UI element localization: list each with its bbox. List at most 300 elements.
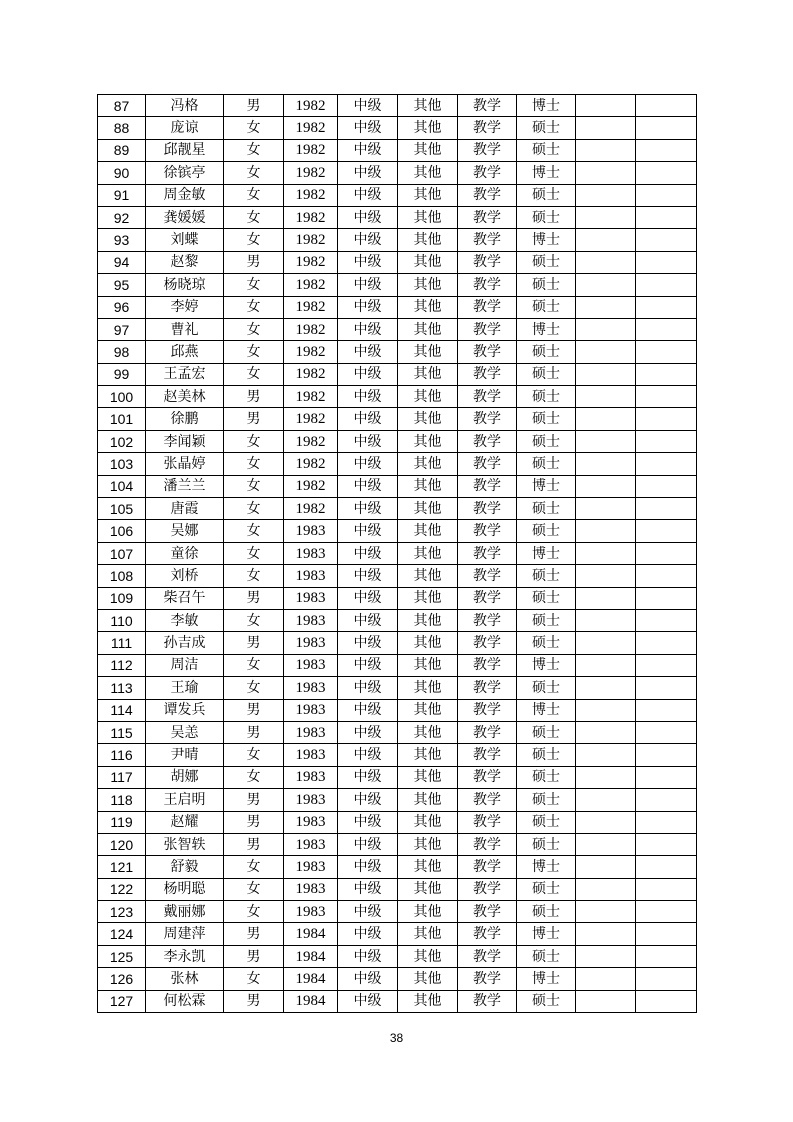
cell-title: 中级 [338,990,398,1012]
cell-degree: 博士 [517,699,576,721]
cell-post: 教学 [458,856,517,878]
cell-number: 105 [98,498,146,520]
cell-gender: 男 [224,699,284,721]
table-row [98,296,697,318]
cell-post: 教学 [458,95,517,117]
cell-gender: 女 [224,341,284,363]
cell-title: 中级 [338,856,398,878]
cell-gender: 女 [224,766,284,788]
cell-gender: 女 [224,744,284,766]
cell-number: 95 [98,274,146,296]
cell-title: 中级 [338,117,398,139]
cell-gender: 女 [224,878,284,900]
cell-category: 其他 [398,184,458,206]
cell-extra-1 [576,386,636,408]
cell-name: 赵黎 [146,251,224,273]
cell-title: 中级 [338,654,398,676]
cell-degree: 硕士 [517,274,576,296]
cell-post: 教学 [458,699,517,721]
cell-title: 中级 [338,408,398,430]
cell-birth-year: 1983 [284,542,338,564]
cell-degree: 硕士 [517,498,576,520]
cell-extra-2 [636,856,697,878]
cell-number: 115 [98,721,146,743]
cell-birth-year: 1982 [284,453,338,475]
cell-degree: 硕士 [517,453,576,475]
cell-extra-1 [576,721,636,743]
cell-birth-year: 1983 [284,856,338,878]
cell-birth-year: 1983 [284,632,338,654]
cell-degree: 博士 [517,318,576,340]
cell-name: 周金敏 [146,184,224,206]
table-row [98,139,697,161]
cell-name: 赵美林 [146,386,224,408]
cell-number: 104 [98,475,146,497]
cell-extra-1 [576,251,636,273]
cell-name: 谭发兵 [146,699,224,721]
cell-gender: 女 [224,856,284,878]
cell-category: 其他 [398,139,458,161]
cell-category: 其他 [398,386,458,408]
cell-birth-year: 1982 [284,95,338,117]
table-row [98,542,697,564]
cell-category: 其他 [398,721,458,743]
table-row [98,766,697,788]
cell-name: 王启明 [146,789,224,811]
cell-post: 教学 [458,744,517,766]
cell-post: 教学 [458,117,517,139]
cell-gender: 男 [224,811,284,833]
cell-category: 其他 [398,609,458,631]
cell-extra-1 [576,229,636,251]
cell-category: 其他 [398,251,458,273]
cell-number: 121 [98,856,146,878]
cell-title: 中级 [338,341,398,363]
cell-post: 教学 [458,923,517,945]
cell-gender: 女 [224,274,284,296]
cell-birth-year: 1982 [284,475,338,497]
cell-category: 其他 [398,565,458,587]
cell-extra-2 [636,789,697,811]
cell-degree: 硕士 [517,139,576,161]
cell-extra-1 [576,811,636,833]
cell-extra-2 [636,990,697,1012]
cell-number: 116 [98,744,146,766]
cell-gender: 女 [224,901,284,923]
cell-degree: 硕士 [517,677,576,699]
table-row [98,498,697,520]
cell-gender: 女 [224,565,284,587]
table-row [98,475,697,497]
cell-title: 中级 [338,184,398,206]
cell-number: 87 [98,95,146,117]
table-row [98,677,697,699]
cell-name: 杨晓琼 [146,274,224,296]
cell-extra-2 [636,811,697,833]
cell-title: 中级 [338,318,398,340]
cell-name: 尹晴 [146,744,224,766]
cell-degree: 硕士 [517,945,576,967]
cell-extra-2 [636,878,697,900]
table-row [98,833,697,855]
cell-name: 潘兰兰 [146,475,224,497]
cell-name: 童徐 [146,542,224,564]
cell-number: 92 [98,206,146,228]
cell-degree: 硕士 [517,878,576,900]
cell-number: 117 [98,766,146,788]
cell-birth-year: 1983 [284,789,338,811]
cell-extra-1 [576,901,636,923]
cell-post: 教学 [458,677,517,699]
cell-title: 中级 [338,811,398,833]
cell-title: 中级 [338,587,398,609]
cell-title: 中级 [338,520,398,542]
cell-title: 中级 [338,206,398,228]
cell-post: 教学 [458,318,517,340]
cell-gender: 女 [224,677,284,699]
cell-title: 中级 [338,878,398,900]
cell-number: 107 [98,542,146,564]
cell-degree: 硕士 [517,632,576,654]
cell-extra-1 [576,587,636,609]
cell-birth-year: 1982 [284,408,338,430]
cell-degree: 博士 [517,542,576,564]
cell-gender: 女 [224,206,284,228]
cell-title: 中级 [338,95,398,117]
cell-gender: 男 [224,990,284,1012]
cell-name: 戴丽娜 [146,901,224,923]
cell-category: 其他 [398,498,458,520]
cell-gender: 女 [224,318,284,340]
table-row [98,945,697,967]
cell-name: 舒毅 [146,856,224,878]
cell-title: 中级 [338,162,398,184]
cell-number: 108 [98,565,146,587]
cell-birth-year: 1983 [284,520,338,542]
cell-gender: 女 [224,430,284,452]
cell-name: 孙吉成 [146,632,224,654]
cell-title: 中级 [338,139,398,161]
cell-name: 冯格 [146,95,224,117]
cell-name: 周建萍 [146,923,224,945]
cell-degree: 硕士 [517,408,576,430]
cell-category: 其他 [398,408,458,430]
cell-post: 教学 [458,408,517,430]
cell-degree: 硕士 [517,430,576,452]
cell-extra-1 [576,498,636,520]
cell-extra-1 [576,609,636,631]
cell-birth-year: 1982 [284,341,338,363]
cell-extra-1 [576,923,636,945]
cell-number: 114 [98,699,146,721]
cell-birth-year: 1983 [284,654,338,676]
table-row [98,206,697,228]
cell-category: 其他 [398,856,458,878]
cell-category: 其他 [398,206,458,228]
cell-birth-year: 1982 [284,139,338,161]
cell-post: 教学 [458,386,517,408]
cell-number: 111 [98,632,146,654]
cell-gender: 女 [224,184,284,206]
cell-number: 120 [98,833,146,855]
cell-number: 126 [98,968,146,990]
cell-gender: 女 [224,139,284,161]
cell-degree: 博士 [517,95,576,117]
table-row [98,274,697,296]
cell-degree: 硕士 [517,721,576,743]
cell-number: 112 [98,654,146,676]
cell-number: 127 [98,990,146,1012]
cell-degree: 博士 [517,229,576,251]
cell-extra-2 [636,587,697,609]
cell-birth-year: 1982 [284,498,338,520]
cell-category: 其他 [398,162,458,184]
table-row [98,632,697,654]
cell-gender: 女 [224,363,284,385]
cell-extra-2 [636,408,697,430]
cell-extra-2 [636,565,697,587]
cell-number: 101 [98,408,146,430]
cell-degree: 硕士 [517,251,576,273]
cell-category: 其他 [398,520,458,542]
cell-post: 教学 [458,139,517,161]
cell-degree: 硕士 [517,117,576,139]
cell-extra-2 [636,923,697,945]
cell-degree: 硕士 [517,901,576,923]
cell-category: 其他 [398,811,458,833]
cell-post: 教学 [458,968,517,990]
cell-number: 106 [98,520,146,542]
table-row [98,430,697,452]
cell-extra-1 [576,206,636,228]
cell-degree: 博士 [517,856,576,878]
cell-extra-1 [576,274,636,296]
cell-number: 89 [98,139,146,161]
cell-name: 李敏 [146,609,224,631]
table-row [98,251,697,273]
cell-degree: 硕士 [517,609,576,631]
table-row [98,721,697,743]
cell-category: 其他 [398,901,458,923]
cell-extra-2 [636,766,697,788]
cell-post: 教学 [458,654,517,676]
cell-name: 张林 [146,968,224,990]
staff-table [97,94,697,1013]
cell-title: 中级 [338,498,398,520]
cell-gender: 女 [224,498,284,520]
cell-post: 教学 [458,229,517,251]
cell-birth-year: 1982 [284,117,338,139]
cell-extra-2 [636,968,697,990]
cell-extra-1 [576,744,636,766]
cell-gender: 女 [224,229,284,251]
cell-extra-2 [636,677,697,699]
cell-name: 龚媛媛 [146,206,224,228]
cell-degree: 硕士 [517,990,576,1012]
cell-degree: 博士 [517,923,576,945]
cell-name: 王孟宏 [146,363,224,385]
cell-gender: 男 [224,386,284,408]
cell-extra-2 [636,609,697,631]
staff-table-container [97,94,696,1013]
cell-title: 中级 [338,565,398,587]
table-row [98,856,697,878]
cell-degree: 硕士 [517,565,576,587]
cell-number: 103 [98,453,146,475]
cell-extra-1 [576,654,636,676]
cell-extra-2 [636,632,697,654]
table-row [98,811,697,833]
cell-degree: 硕士 [517,766,576,788]
cell-name: 邱靓星 [146,139,224,161]
cell-category: 其他 [398,453,458,475]
table-row [98,901,697,923]
cell-name: 李婷 [146,296,224,318]
cell-category: 其他 [398,968,458,990]
cell-extra-2 [636,363,697,385]
cell-category: 其他 [398,923,458,945]
cell-post: 教学 [458,251,517,273]
cell-extra-2 [636,206,697,228]
cell-degree: 硕士 [517,789,576,811]
cell-extra-1 [576,162,636,184]
cell-post: 教学 [458,341,517,363]
cell-extra-1 [576,95,636,117]
cell-extra-1 [576,766,636,788]
cell-category: 其他 [398,833,458,855]
cell-extra-1 [576,296,636,318]
table-row [98,162,697,184]
cell-extra-1 [576,341,636,363]
cell-number: 96 [98,296,146,318]
cell-post: 教学 [458,990,517,1012]
cell-birth-year: 1982 [284,430,338,452]
cell-birth-year: 1983 [284,721,338,743]
cell-post: 教学 [458,587,517,609]
cell-gender: 女 [224,117,284,139]
cell-name: 庞谅 [146,117,224,139]
cell-name: 刘蝶 [146,229,224,251]
cell-gender: 女 [224,296,284,318]
cell-post: 教学 [458,542,517,564]
cell-category: 其他 [398,654,458,676]
table-row [98,117,697,139]
cell-extra-1 [576,520,636,542]
cell-title: 中级 [338,923,398,945]
cell-extra-2 [636,430,697,452]
cell-extra-1 [576,856,636,878]
cell-post: 教学 [458,296,517,318]
cell-extra-2 [636,520,697,542]
cell-post: 教学 [458,498,517,520]
cell-gender: 女 [224,162,284,184]
cell-number: 119 [98,811,146,833]
cell-post: 教学 [458,878,517,900]
cell-degree: 博士 [517,654,576,676]
cell-extra-2 [636,184,697,206]
cell-degree: 硕士 [517,386,576,408]
cell-birth-year: 1982 [284,386,338,408]
cell-birth-year: 1983 [284,744,338,766]
cell-degree: 硕士 [517,296,576,318]
table-row [98,699,697,721]
cell-gender: 男 [224,587,284,609]
cell-number: 98 [98,341,146,363]
cell-category: 其他 [398,789,458,811]
cell-category: 其他 [398,587,458,609]
cell-extra-2 [636,386,697,408]
cell-post: 教学 [458,811,517,833]
cell-extra-2 [636,833,697,855]
cell-birth-year: 1983 [284,609,338,631]
cell-extra-1 [576,184,636,206]
table-row [98,520,697,542]
table-row [98,341,697,363]
cell-extra-2 [636,498,697,520]
cell-extra-1 [576,699,636,721]
cell-name: 曹礼 [146,318,224,340]
cell-title: 中级 [338,632,398,654]
cell-birth-year: 1983 [284,677,338,699]
cell-extra-1 [576,945,636,967]
cell-birth-year: 1982 [284,162,338,184]
cell-birth-year: 1983 [284,699,338,721]
cell-extra-2 [636,251,697,273]
page-number: 38 [389,1031,404,1045]
cell-category: 其他 [398,632,458,654]
cell-category: 其他 [398,95,458,117]
cell-number: 110 [98,609,146,631]
cell-extra-1 [576,139,636,161]
cell-post: 教学 [458,475,517,497]
cell-number: 109 [98,587,146,609]
cell-post: 教学 [458,453,517,475]
cell-extra-1 [576,565,636,587]
cell-birth-year: 1983 [284,901,338,923]
table-row [98,95,697,117]
cell-degree: 博士 [517,162,576,184]
cell-gender: 女 [224,520,284,542]
table-row [98,363,697,385]
cell-post: 教学 [458,184,517,206]
cell-name: 王瑜 [146,677,224,699]
cell-category: 其他 [398,542,458,564]
cell-category: 其他 [398,341,458,363]
cell-extra-1 [576,363,636,385]
cell-title: 中级 [338,475,398,497]
cell-name: 徐镔亭 [146,162,224,184]
table-row [98,609,697,631]
cell-extra-2 [636,139,697,161]
cell-extra-2 [636,296,697,318]
cell-number: 125 [98,945,146,967]
cell-number: 123 [98,901,146,923]
cell-title: 中级 [338,386,398,408]
cell-post: 教学 [458,363,517,385]
cell-extra-1 [576,117,636,139]
cell-birth-year: 1982 [284,251,338,273]
table-row [98,968,697,990]
cell-birth-year: 1982 [284,318,338,340]
cell-extra-1 [576,632,636,654]
cell-gender: 女 [224,968,284,990]
cell-gender: 男 [224,95,284,117]
table-row [98,408,697,430]
cell-name: 李闻颖 [146,430,224,452]
cell-title: 中级 [338,251,398,273]
table-row [98,878,697,900]
cell-name: 赵耀 [146,811,224,833]
